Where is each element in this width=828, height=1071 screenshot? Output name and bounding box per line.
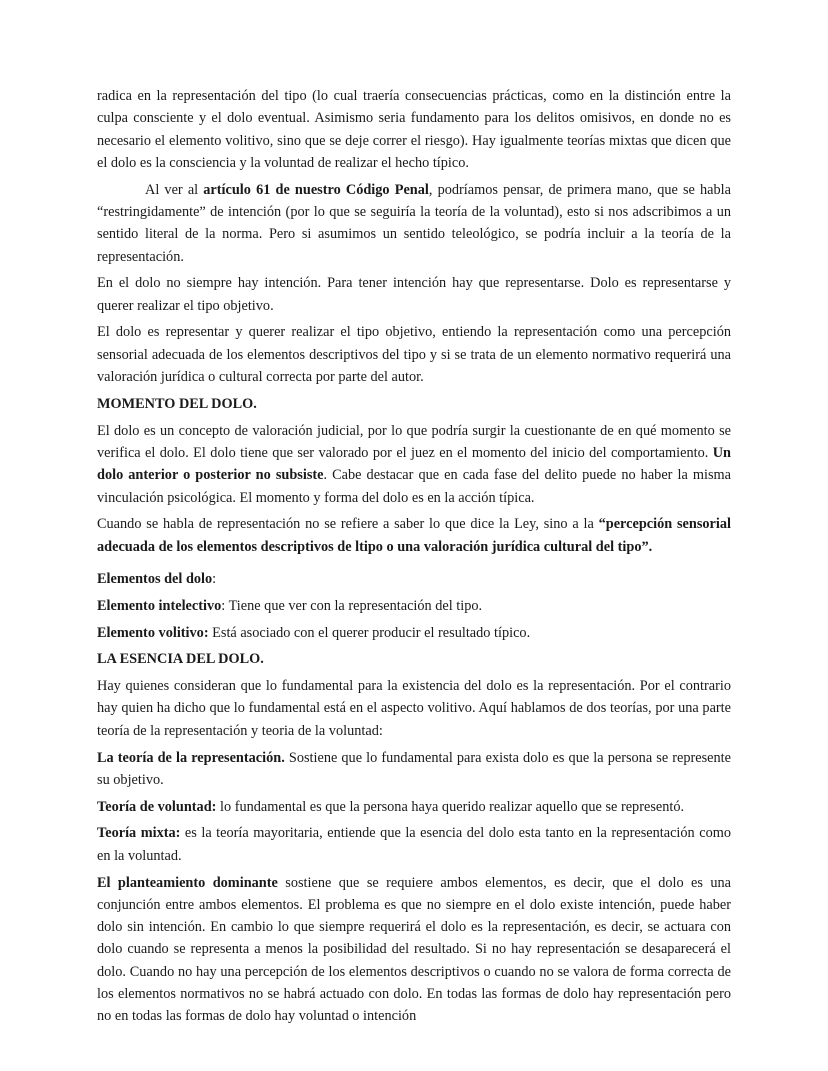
paragraph-elemento-volitivo [97,622,731,644]
paragraph-teoria-mixta-run-1: es la teoría mayoritaria, entiende que la esencia del dolo esta tanto en la representación como en la voluntad. [97,825,731,864]
paragraph-hay-quienes [97,675,731,742]
paragraph-elementos-del-dolo-run-0: Elementos del dolo [97,570,213,587]
paragraph-valoracion-judicial [97,420,731,509]
heading-momento-del-dolo [97,393,731,415]
paragraph-planteamiento-dominante [97,872,731,1028]
heading-la-esencia-del-dolo [97,648,731,670]
paragraph-elemento-intelectivo-run-1: : Tiene que ver con la representación del tipo. [221,597,483,614]
paragraph-percepcion-sensorial-run-0: Cuando se habla de representación no se refiere a saber lo que dice la Ley, sino a la [97,516,599,533]
paragraph-teoria-voluntad [97,796,731,818]
paragraph-elementos-del-dolo-run-1: : [212,570,217,587]
paragraph-elemento-volitivo-run-1: Está asociado con el querer producir el resultado típico. [208,624,531,641]
paragraph-elemento-intelectivo [97,595,731,617]
paragraph-articulo-61-run-2: , podríamos pensar, de primera mano, que se habla “restringidamente” de intención (por lo que se seguiría la teoría de la voluntad), esto si nos adscribimos a un sentido literal de la norma. Pero si asumimos un sentido teleológico, se podría incluir a la teoría de la representación. [97,181,731,265]
paragraph-teoria-representacion [97,747,731,792]
paragraph-articulo-61 [97,179,731,268]
heading-la-esencia-del-dolo-run-0: LA ESENCIA DEL DOLO. [97,651,264,668]
paragraph-radica-run-0: radica en la representación del tipo (lo cual traería consecuencias prácticas, como en la distinción entre la culpa consciente y el dolo eventual. Asimismo seria fundamento para los delitos omisivos, en donde no es necesario el elemento volitivo, sino que se deje correr el riesgo). Hay igualmente teorías mixtas que dicen que el dolo es la consciencia y la voluntad de realizar el hecho típico. [97,88,731,171]
paragraph-teoria-mixta-run-0: Teoría mixta: [97,825,181,842]
paragraph-articulo-61-run-0: Al ver al [145,181,204,198]
paragraph-teoria-voluntad-run-0: Teoría de voluntad: [97,798,217,815]
paragraph-teoria-representacion-run-1: Sostiene que lo fundamental para exista dolo es que la persona se represente su objetivo. [97,749,731,788]
paragraph-planteamiento-dominante-run-1: sostiene que se requiere ambos elementos, es decir, que el dolo es una conjunción entre ambos elementos. El problema es que no siempre en el dolo existe intención, puede haber dolo sin intención. En cambio lo que siempre requerirá el dolo es la representación, es decir, se actuara con dolo cuando se representa a menos la posibilidad del resultado. Si no hay representación se desaparecerá el dolo. Cuando no hay una percepción de los elementos descriptivos o cuando no se valora de forma correcta de los elementos normativos no se habrá actuado con dolo. En todas las formas de dolo hay representación pero no en todas las formas de dolo hay voluntad o intención [97,874,731,1025]
paragraph-en-el-dolo [97,272,731,317]
heading-momento-del-dolo-run-0: MOMENTO DEL DOLO. [97,395,257,412]
paragraph-articulo-61-run-1: artículo 61 de nuestro Código Penal [203,181,429,198]
paragraph-teoria-voluntad-run-1: lo fundamental es que la persona haya querido realizar aquello que se representó. [216,798,685,815]
paragraph-elemento-intelectivo-run-0: Elemento intelectivo [97,597,222,614]
document-body [97,85,731,1032]
paragraph-valoracion-judicial-run-0: El dolo es un concepto de valoración judicial, por lo que podría surgir la cuestionante de en qué momento se verifica el dolo. El dolo tiene que ser valorado por el juez en el momento del inicio del comportamiento. [97,422,731,461]
paragraph-valoracion-judicial-run-1: Un dolo anterior o posterior no subsiste [97,444,731,484]
paragraph-percepcion-sensorial-run-1: “percepción sensorial adecuada de los elementos descriptivos de ltipo o una valoración jurídica cultural del tipo”. [97,516,731,555]
paragraph-el-dolo-es-representar [97,321,731,388]
paragraph-en-el-dolo-run-0: En el dolo no siempre hay intención. Para tener intención hay que representarse. Dolo es representarse y querer realizar el tipo objetivo. [97,275,731,314]
paragraph-valoracion-judicial-run-2: . Cabe destacar que en cada fase del delito puede no haber la misma vinculación psicológica. El momento y forma del dolo es en la acción típica. [97,467,731,506]
paragraph-teoria-mixta [97,822,731,867]
paragraph-teoria-representacion-run-0: La teoría de la representación. [97,749,285,766]
paragraph-radica [97,85,731,174]
paragraph-elementos-del-dolo [97,568,731,590]
paragraph-hay-quienes-run-0: Hay quienes consideran que lo fundamental para la existencia del dolo es la representación. Por el contrario hay quien ha dicho que lo fundamental está en el aspecto volitivo. Aquí hablamos de dos teorías, por una parte teoría de la representación y teoria de la voluntad: [97,678,731,739]
paragraph-percepcion-sensorial [97,513,731,558]
paragraph-elemento-volitivo-run-0: Elemento volitivo: [97,624,209,641]
paragraph-planteamiento-dominante-run-0: El planteamiento dominante [97,874,278,891]
paragraph-el-dolo-es-representar-run-0: El dolo es representar y querer realizar el tipo objetivo, entiendo la representación como una percepción sensorial adecuada de los elementos descriptivos del tipo y si se trata de un elemento normativo requerirá una valoración jurídica o cultural correcta por parte del autor. [97,324,731,386]
